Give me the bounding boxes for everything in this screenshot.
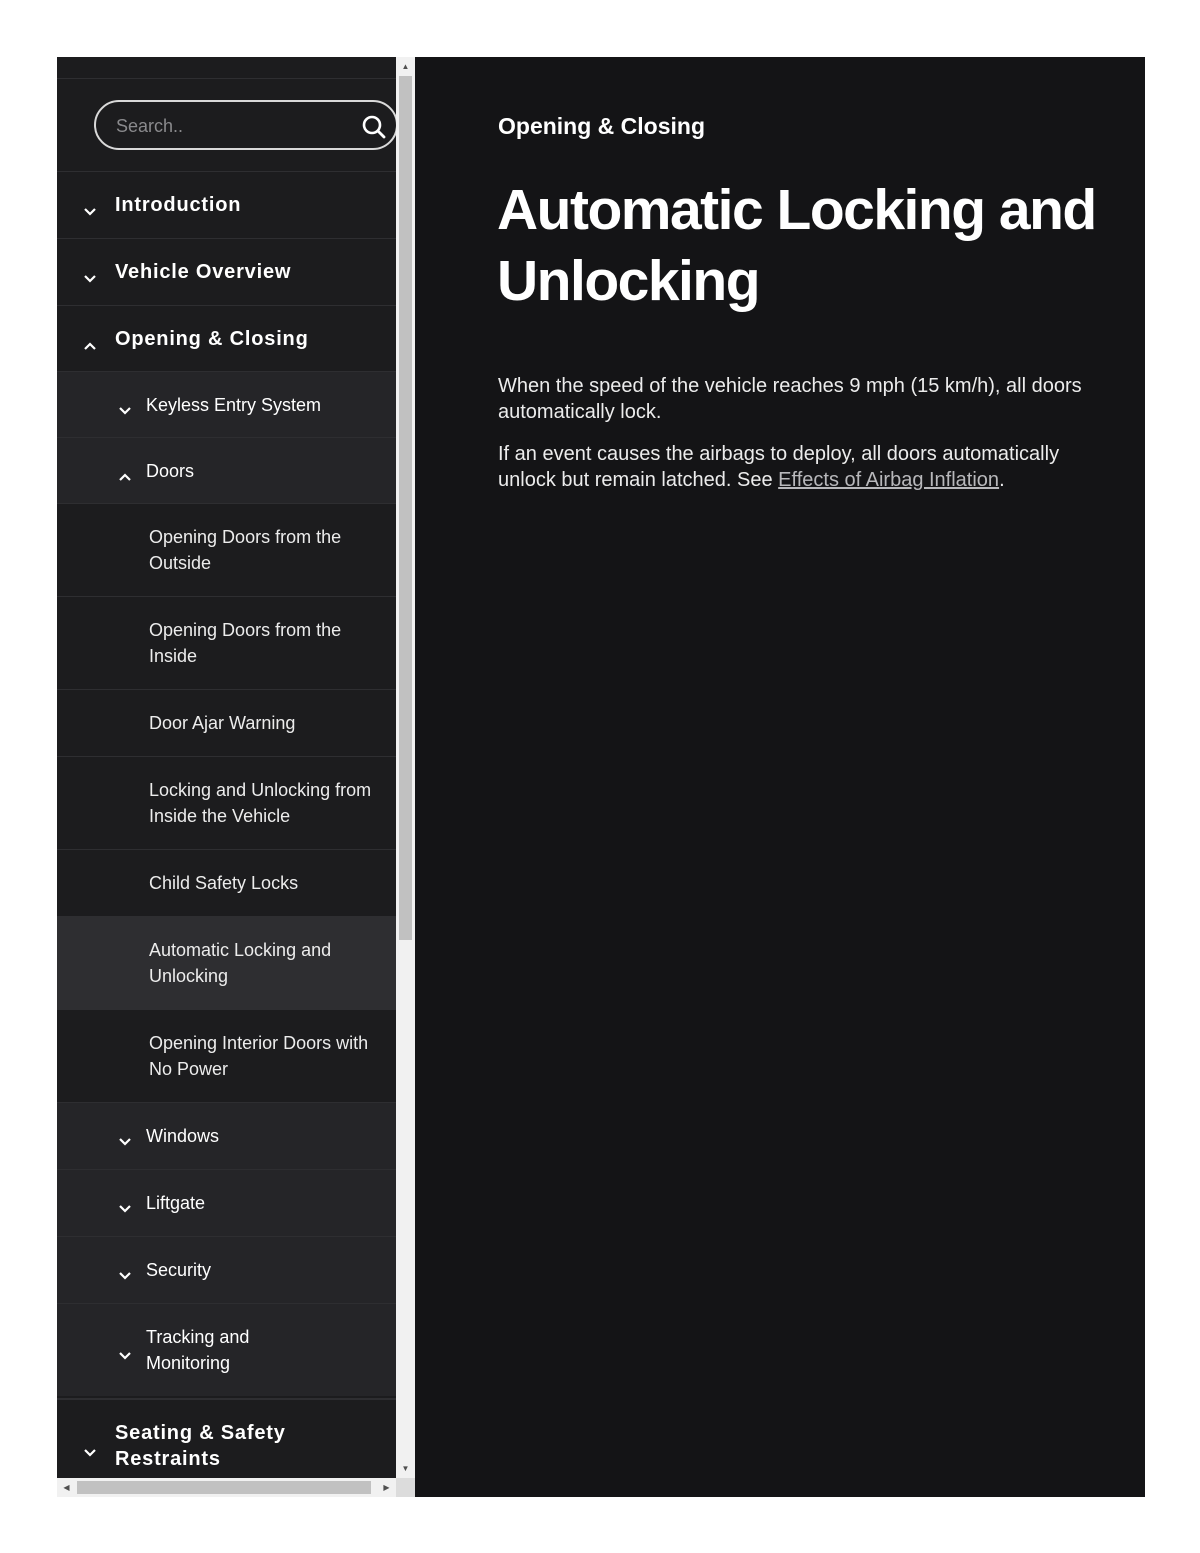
scroll-left-arrow-icon[interactable]: ◀ — [63, 1483, 70, 1492]
effects-of-airbag-inflation-link[interactable]: Effects of Airbag Inflation — [778, 469, 1000, 491]
sidebar-item-liftgate[interactable] — [57, 1169, 396, 1236]
scrollbar-thumb[interactable] — [77, 1481, 371, 1494]
body-paragraph: When the speed of the vehicle reaches 9 mph (15 km/h), all doors automatically lock. — [498, 375, 1082, 423]
sidebar — [57, 57, 415, 1497]
search-icon[interactable] — [361, 114, 387, 140]
scroll-right-arrow-icon[interactable]: ▶ — [383, 1483, 390, 1492]
sidebar-item-security[interactable] — [57, 1236, 396, 1303]
chevron-down-icon — [118, 1131, 132, 1141]
chevron-down-icon — [83, 200, 97, 210]
sidebar-item-tracking-monitoring[interactable] — [57, 1303, 396, 1396]
scroll-up-arrow-icon[interactable]: ▲ — [401, 62, 410, 71]
sidebar-item-label: Security — [146, 1260, 212, 1280]
chevron-down-icon — [83, 1441, 97, 1451]
sidebar-item-label: Automatic Locking and Unlocking — [149, 940, 332, 986]
sidebar-item-label: Tracking and Monitoring — [146, 1327, 250, 1373]
sidebar-item-label: Opening Interior Doors with No Power — [149, 1033, 369, 1079]
sidebar-item-label: Door Ajar Warning — [149, 713, 296, 733]
sidebar-item-label: Liftgate — [146, 1193, 206, 1213]
sidebar-page-opening-doors-inside[interactable] — [57, 596, 396, 689]
sidebar-item-label: Introduction — [115, 194, 242, 216]
sidebar-item-opening-closing[interactable] — [57, 305, 396, 371]
sidebar-page-child-safety-locks[interactable] — [57, 849, 396, 916]
app-frame — [57, 57, 1145, 1497]
chevron-down-icon — [118, 1198, 132, 1208]
scrollbar-thumb[interactable] — [399, 76, 412, 940]
sidebar-item-label: Locking and Unlocking from Inside the Vehicle — [149, 780, 372, 826]
sidebar-item-label: Keyless Entry System — [146, 394, 322, 415]
sidebar-item-label: Windows — [146, 1126, 220, 1146]
chevron-up-icon — [118, 466, 132, 476]
scrollbar-corner — [396, 1478, 415, 1497]
search-input[interactable] — [114, 112, 348, 140]
sidebar-page-automatic-locking-unlocking[interactable] — [57, 916, 396, 1009]
sidebar-item-vehicle-overview[interactable] — [57, 238, 396, 305]
sidebar-page-door-ajar-warning[interactable] — [57, 689, 396, 756]
paragraph-text: If an event causes the airbags to deploy, all doors automatically unlock but remain latched. See — [498, 443, 1060, 491]
sidebar-scroll-area — [57, 57, 396, 1478]
sidebar-item-windows[interactable] — [57, 1102, 396, 1169]
search-box — [94, 100, 396, 150]
body-paragraph — [498, 441, 1098, 493]
sidebar-item-seating-safety-restraints[interactable] — [57, 1398, 396, 1478]
scroll-down-arrow-icon[interactable]: ▼ — [401, 1464, 410, 1473]
sidebar-item-label: Opening Doors from the Inside — [149, 620, 342, 666]
sidebar-page-locking-unlocking-inside[interactable] — [57, 756, 396, 849]
chevron-down-icon — [118, 1345, 132, 1355]
chevron-down-icon — [83, 267, 97, 277]
sidebar-item-label: Opening & Closing — [115, 327, 309, 350]
sidebar-page-opening-interior-doors-no-power[interactable] — [57, 1009, 396, 1102]
paragraph-text: . — [999, 469, 1005, 491]
sidebar-item-label: Child Safety Locks — [149, 873, 299, 893]
chevron-down-icon — [118, 1265, 132, 1275]
sidebar-item-keyless-entry-system[interactable] — [57, 371, 396, 437]
breadcrumb[interactable]: Opening & Closing — [498, 113, 705, 139]
chevron-down-icon — [118, 400, 132, 410]
sidebar-item-label: Vehicle Overview — [115, 261, 292, 283]
sidebar-page-opening-doors-outside[interactable] — [57, 503, 396, 596]
sidebar-item-label: Opening Doors from the Outside — [149, 527, 342, 573]
sidebar-item-doors[interactable] — [57, 437, 396, 503]
sidebar-horizontal-scrollbar[interactable] — [57, 1478, 396, 1497]
chevron-up-icon — [83, 334, 97, 344]
main-content — [415, 57, 1145, 1497]
sidebar-item-introduction[interactable] — [57, 171, 396, 238]
sidebar-item-label: Seating & Safety Restraints — [115, 1422, 286, 1470]
sidebar-item-label: Doors — [146, 460, 195, 481]
divider — [57, 78, 396, 79]
sidebar-vertical-scrollbar[interactable] — [396, 57, 415, 1478]
page-title: Automatic Locking and Unlocking — [497, 178, 1096, 313]
